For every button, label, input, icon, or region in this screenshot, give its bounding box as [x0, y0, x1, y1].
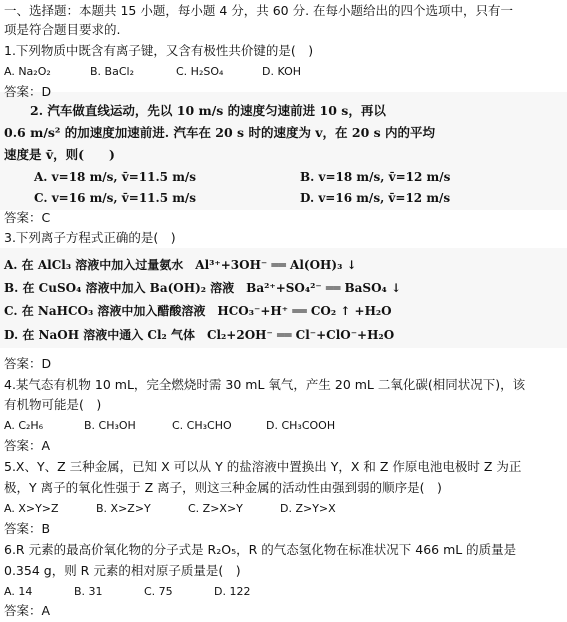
q1-option-b: B. BaCl₂ — [90, 65, 134, 78]
q6-answer: 答案：A — [4, 603, 51, 618]
section-header: 一、选择题：本题共 15 小题，每小题 4 分，共 60 分. 在每小题给出的四个选项中，只有一 — [4, 3, 514, 18]
q2-option-d: D. v=16 m/s, v̄=12 m/s — [300, 191, 451, 205]
q3-option-d: D. 在 NaOH 溶液中通入 Cl₂ 气体 Cl₂+2OH⁻ ══ Cl⁻+ClO⁻+H₂O — [4, 328, 395, 342]
q4-stem-2: 有机物可能是( ) — [4, 397, 102, 412]
q3-option-a: A. 在 AlCl₃ 溶液中加入过量氨水 Al³⁺+3OH⁻ ══ Al(OH)₃ ↓ — [4, 258, 357, 272]
q1-stem: 1.下列物质中既含有离子键，又含有极性共价键的是( ) — [4, 43, 314, 58]
q4-option-b: B. CH₃OH — [84, 419, 136, 432]
q4-answer: 答案：A — [4, 438, 51, 453]
q4-option-a: A. C₂H₆ — [4, 419, 44, 432]
q3-answer: 答案：D — [4, 356, 52, 371]
q2-option-c: C. v=16 m/s, v̄=11.5 m/s — [34, 191, 197, 205]
q5-option-a: A. X>Y>Z — [4, 502, 59, 515]
q1-answer: 答案：D — [4, 84, 52, 99]
q6-option-d: D. 122 — [214, 585, 251, 598]
q2-stem-1: 2. 汽车做直线运动，先以 10 m/s 的速度匀速前进 10 s，再以 — [30, 103, 386, 118]
q6-option-b: B. 31 — [74, 585, 103, 598]
q5-stem-2: 极，Y 离子的氧化性强于 Z 离子，则这三种金属的活动性由强到弱的顺序是( ) — [4, 480, 442, 495]
q4-option-d: D. CH₃COOH — [266, 419, 336, 432]
q2-answer: 答案：C — [4, 210, 51, 225]
q3-option-c: C. 在 NaHCO₃ 溶液中加入醋酸溶液 HCO₃⁻+H⁺ ══ CO₂ ↑ +H₂O — [4, 304, 392, 318]
q4-option-c: C. CH₃CHO — [172, 419, 232, 432]
q3-stem: 3.下列离子方程式正确的是( ) — [4, 230, 176, 245]
q3-option-b: B. 在 CuSO₄ 溶液中加入 Ba(OH)₂ 溶液 Ba²⁺+SO₄²⁻ ══ BaSO₄ ↓ — [4, 281, 402, 295]
q5-option-c: C. Z>X>Y — [188, 502, 243, 515]
q6-option-a: A. 14 — [4, 585, 33, 598]
q5-option-b: B. X>Z>Y — [96, 502, 151, 515]
q2-option-a: A. v=18 m/s, v̄=11.5 m/s — [34, 170, 197, 184]
q6-stem-2: 0.354 g，则 R 元素的相对原子质量是( ) — [4, 563, 241, 578]
section-header-cont: 项是符合题目要求的. — [4, 22, 121, 37]
q5-stem-1: 5.X、Y、Z 三种金属，已知 X 可以从 Y 的盐溶液中置换出 Y，X 和 Z 作原电池电极时 Z 为正 — [4, 459, 522, 474]
q6-stem-1: 6.R 元素的最高价氧化物的分子式是 R₂O₅，R 的气态氢化物在标准状况下 466 mL 的质量是 — [4, 542, 517, 557]
q2-stem-3: 速度是 v̄，则( ) — [4, 147, 115, 162]
q5-answer: 答案：B — [4, 521, 51, 536]
q1-option-d: D. KOH — [262, 65, 302, 78]
q2-option-b: B. v=18 m/s, v̄=12 m/s — [300, 170, 451, 184]
q1-option-c: C. H₂SO₄ — [176, 65, 224, 78]
q1-option-a: A. Na₂O₂ — [4, 65, 51, 78]
q2-stem-2: 0.6 m/s² 的加速度加速前进. 汽车在 20 s 时的速度为 v，在 20 s 内的平均 — [4, 125, 436, 140]
q4-stem-1: 4.某气态有机物 10 mL，完全燃烧时需 30 mL 氧气，产生 20 mL 二氧化碳(相同状况下)，该 — [4, 377, 526, 392]
q5-option-d: D. Z>Y>X — [280, 502, 336, 515]
q6-option-c: C. 75 — [144, 585, 173, 598]
